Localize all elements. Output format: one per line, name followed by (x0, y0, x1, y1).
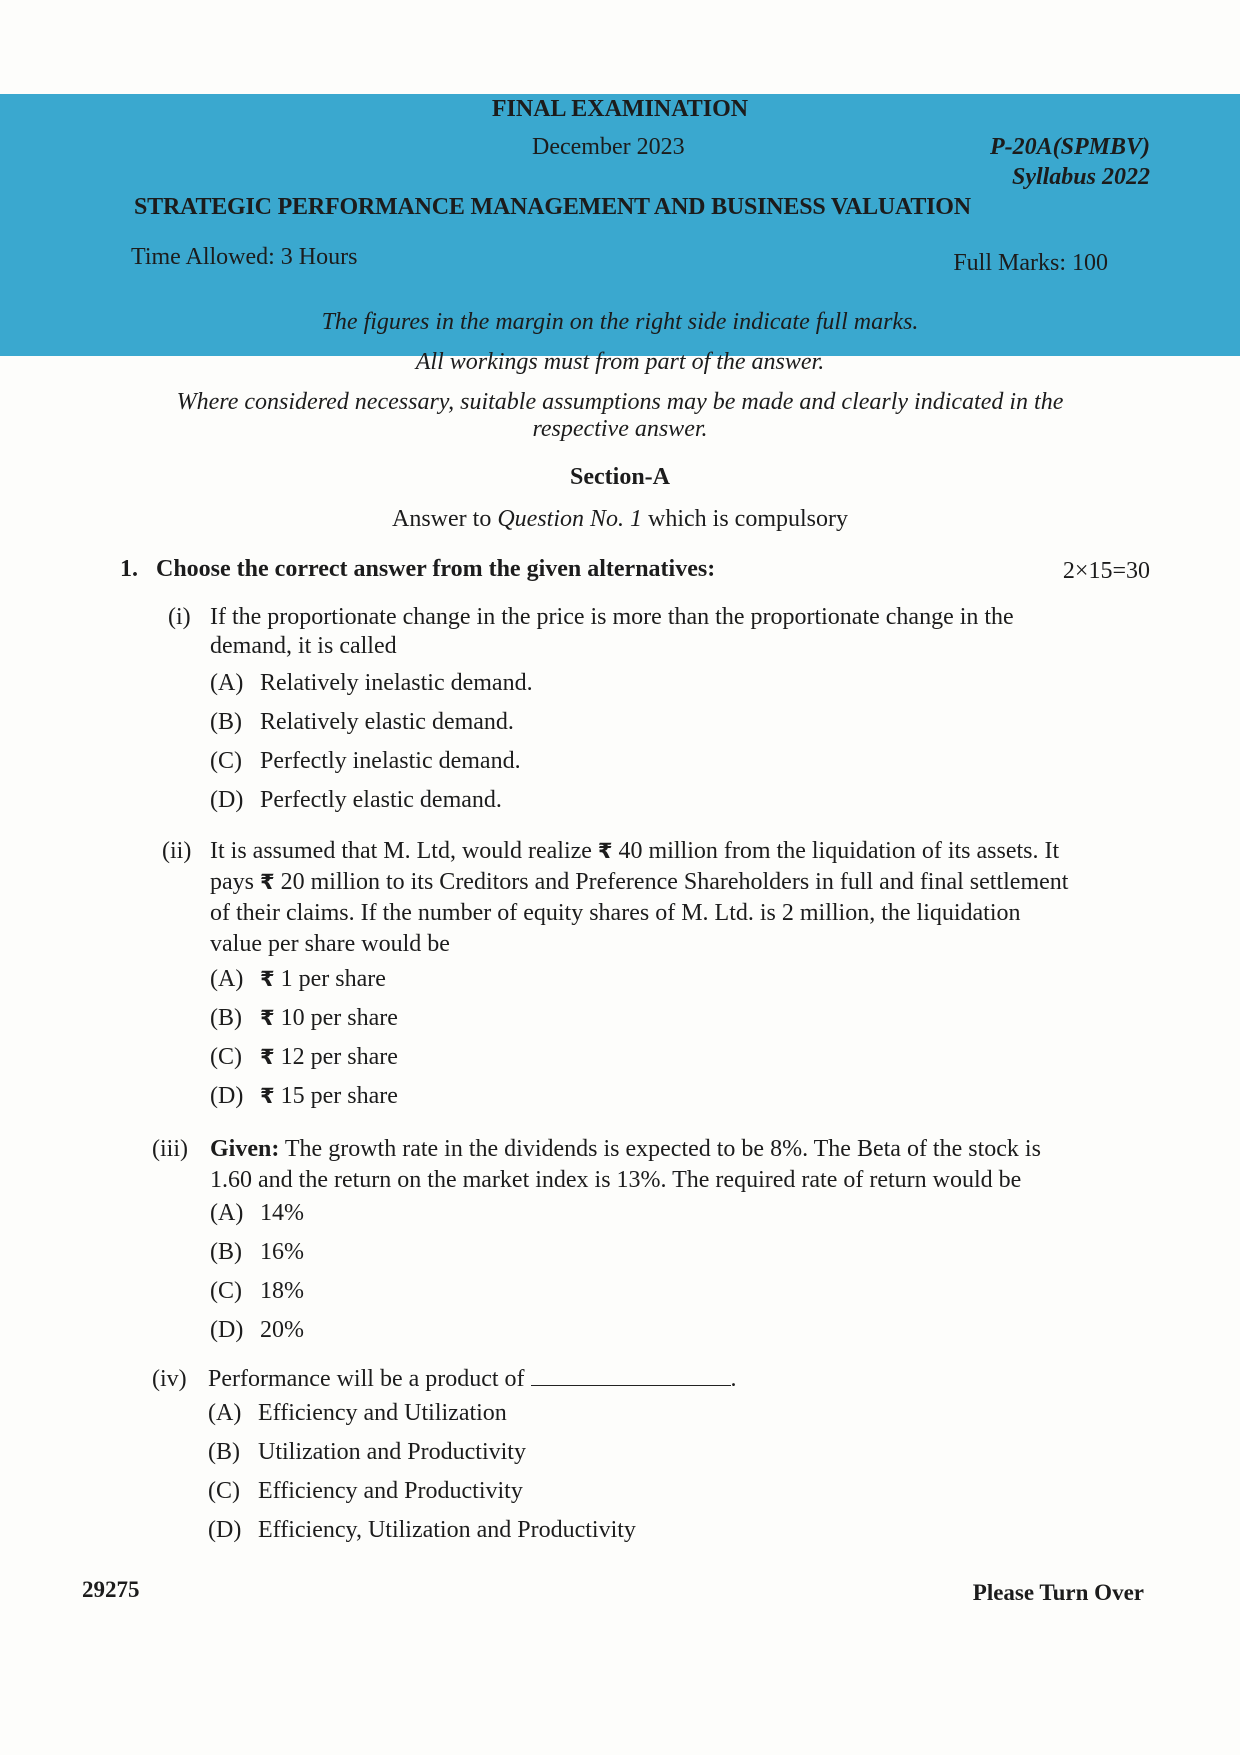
rupee-symbol: ₹ (260, 870, 275, 894)
time-allowed: Time Allowed: 3 Hours (131, 244, 358, 270)
sub-question-line: of their claims. If the number of equity shares of M. Ltd. is 2 million, the liquidation (210, 900, 1021, 926)
sub-question-line: If the proportionate change in the price is more than the proportionate change in the (210, 604, 1014, 630)
sub-question-number: (ii) (162, 838, 192, 864)
subject-title: STRATEGIC PERFORMANCE MANAGEMENT AND BUSINESS VALUATION (134, 194, 971, 220)
option-iii-b[interactable]: (B) 16% (210, 1239, 304, 1265)
option-ii-c[interactable]: (C) ₹ 12 per share (210, 1044, 398, 1070)
answer-blank[interactable] (531, 1365, 731, 1386)
section-title: Section-A (570, 464, 670, 490)
rupee-symbol: ₹ (597, 839, 613, 863)
exam-title: FINAL EXAMINATION (491, 96, 749, 122)
option-iii-d[interactable]: (D) 20% (210, 1317, 304, 1343)
section-subtitle (0, 506, 1240, 533)
given-label: Given: (210, 1136, 280, 1162)
sub-question-line: demand, it is called (210, 633, 397, 659)
instruction-workings: All workings must from part of the answer. (415, 349, 825, 375)
sub-question-line: Performance will be a product of . (208, 1366, 737, 1392)
option-i-c[interactable]: (C) Perfectly inelastic demand. (210, 748, 521, 774)
rupee-symbol: ₹ (260, 1045, 275, 1069)
option-iv-a[interactable]: (A) Efficiency and Utilization (208, 1400, 507, 1426)
option-iv-d[interactable]: (D) Efficiency, Utilization and Productivity (208, 1517, 636, 1543)
rupee-symbol: ₹ (260, 1006, 275, 1030)
exam-session: December 2023 (532, 134, 685, 160)
instruction-assumptions-1: Where considered necessary, suitable assumptions may be made and clearly indicated in the (176, 389, 1064, 415)
option-ii-b[interactable]: (B) ₹ 10 per share (210, 1005, 398, 1031)
instruction-marks: The figures in the margin on the right side indicate full marks. (321, 309, 919, 335)
subtitle-question-ref: Question No. 1 (497, 506, 642, 532)
instruction-assumptions-2: respective answer. (532, 416, 708, 442)
sub-question-number: (i) (168, 604, 191, 630)
paper-code: P-20A(SPMBV) (989, 134, 1150, 160)
sub-question-line: It is assumed that M. Ltd, would realize ₹ 40 million from the liquidation of its assets. It (210, 838, 1060, 864)
question-number: 1. (120, 556, 138, 582)
full-marks: Full Marks: 100 (953, 250, 1108, 276)
option-iv-b[interactable]: (B) Utilization and Productivity (208, 1439, 526, 1465)
sub-question-line: 1.60 and the return on the market index is 13%. The required rate of return would be (210, 1167, 1022, 1193)
question-text: Choose the correct answer from the given alternatives: (156, 556, 716, 582)
rupee-symbol: ₹ (260, 967, 275, 991)
paper-serial-code: 29275 (82, 1577, 140, 1602)
sub-question-number: (iv) (152, 1366, 187, 1392)
rupee-symbol: ₹ (260, 1084, 275, 1108)
sub-question-number: (iii) (152, 1136, 188, 1162)
option-i-b[interactable]: (B) Relatively elastic demand. (210, 709, 514, 735)
subtitle-post: which is compulsory (642, 506, 848, 532)
option-iii-a[interactable]: (A) 14% (210, 1200, 304, 1226)
please-turn-over: Please Turn Over (972, 1580, 1144, 1605)
sub-question-line: pays ₹ 20 million to its Creditors and Preference Shareholders in full and final settlement (210, 869, 1069, 895)
syllabus: Syllabus 2022 (1011, 164, 1150, 190)
option-i-a[interactable]: (A) Relatively inelastic demand. (210, 670, 533, 696)
sub-question-line: Given: The growth rate in the dividends is expected to be 8%. The Beta of the stock is (210, 1136, 1041, 1162)
question-marks: 2×15=30 (1062, 558, 1150, 584)
option-i-d[interactable]: (D) Perfectly elastic demand. (210, 787, 502, 813)
option-iv-c[interactable]: (C) Efficiency and Productivity (208, 1478, 523, 1504)
sub-question-line: value per share would be (210, 931, 450, 957)
option-iii-c[interactable]: (C) 18% (210, 1278, 304, 1304)
option-ii-a[interactable]: (A) ₹ 1 per share (210, 966, 386, 992)
subtitle-pre: Answer to (392, 506, 498, 532)
option-ii-d[interactable]: (D) ₹ 15 per share (210, 1083, 398, 1109)
